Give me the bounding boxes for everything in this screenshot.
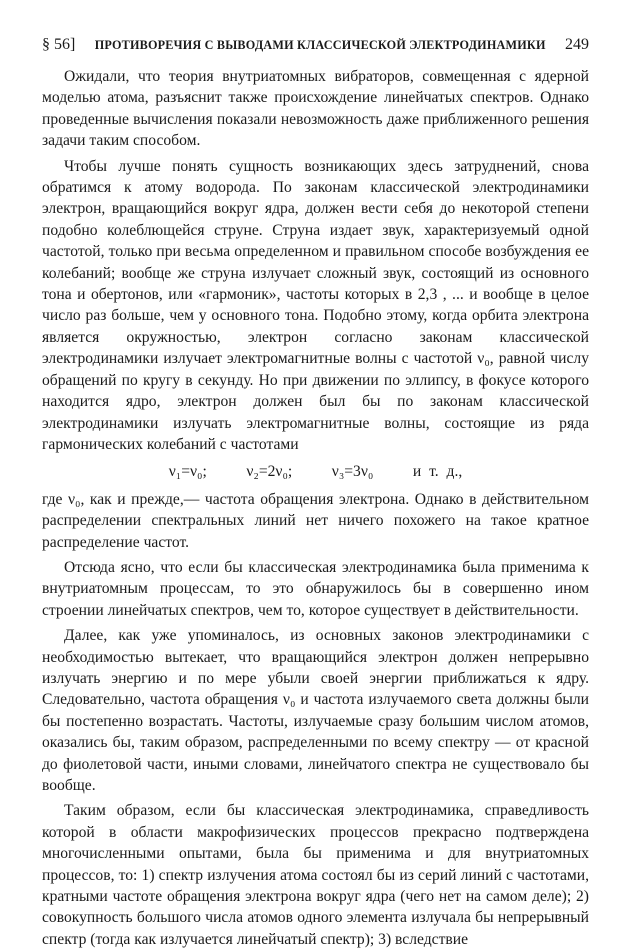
- book-page: [42, 36, 589, 950]
- paragraph: Далее, как уже упоминалось, из основных законов электродинамики с необходимостью вытекает, что вращающийся электрон должен непрерывно излучать энергию и по мере убыли своей энергии приближаться к ядру. Следовательно, частота обращения ν₀ и частота излучаемого света должны были бы постепенно возрастать. Частоты, излучаемые сразу большим числом атомов, оказались бы, таким образом, распределенными по всему спектру — от красной до фиолетовой части, иными словами, линейчатого спектра не существовало бы вообще.: [42, 627, 589, 794]
- paragraph: Отсюда ясно, что если бы классическая электродинамика была применима к внутриатомным процессам, то это обнаружилось бы в совершенно ином строении линейчатых спектров, чем то, которое существует в действительности.: [42, 558, 589, 619]
- running-title: ПРОТИВОРЕЧИЯ С ВЫВОДАМИ КЛАССИЧЕСКОЙ ЭЛЕКТРОДИНАМИКИ: [94, 38, 546, 52]
- harmonic-frequencies-formula: [42, 461, 589, 482]
- section-number: § 56]: [42, 36, 76, 53]
- body-text: [42, 66, 589, 950]
- running-head: [42, 36, 589, 54]
- paragraph: Таким образом, если бы классическая электродинамика, справедливость которой в области макрофизических процессов прекрасно подтверждена многочисленными опытами, была бы применима и для внутриатомных процессов, то: 1) спектр излучения атома состоял бы из серий линий с частотами, кратными частоте обращения электрона вокруг ядра (чего нет на самом деле); 2) совокупность большого числа атомов одного элемента излучала бы непрерывный спектр (тогда как излучается линейчатый спектр); 3) вследствие: [42, 802, 589, 948]
- formula-tail: и т. д.,: [412, 463, 463, 481]
- page-number: 249: [564, 36, 589, 53]
- paragraph: где ν₀, как и прежде,— частота обращения электрона. Однако в действительном распределении спектральных линий нет ничего похожего на такое кратное распределение частот.: [42, 490, 589, 551]
- formula-term: ν₁=ν₀;: [168, 463, 207, 481]
- paragraph: Ожидали, что теория внутриатомных вибраторов, совмещенная с ядерной моделью атома, разъяснит также происхождение линейчатых спектров. Однако проведенные вычисления показали невозможность даже приближенного решения задачи таким способом.: [42, 68, 589, 150]
- formula-term: ν₃=3ν₀: [331, 463, 374, 481]
- paragraph: Чтобы лучше понять сущность возникающих здесь затруднений, снова обратимся к атому водорода. По законам классической электродинамики электрон, вращающийся вокруг ядра, должен вести себя до некоторой степени подобно колеблющейся струне. Струна издает звук, характеризуемый одной частотой, только при весьма определенном и правильном способе возбуждения ее колебаний; вообще же струна излучает сложный звук, состоящий из основного тона и обертонов, или «гармоник», частоты которых в 2,3 , ... и вообще в целое число раз больше, чем у основного тона. Подобно этому, когда орбита электрона является окружностью, электрон согласно законам классической электродинамики излучает электромагнитные волны с частотой ν₀, равной числу обращений по кругу в секунду. Но при движении по эллипсу, в фокусе которого находится ядро, электрон должен был бы по законам классической электродинамики излучать электромагнитные волны, состоящие из ряда гармонических колебаний с частотами: [42, 157, 589, 453]
- formula-term: ν₂=2ν₀;: [246, 463, 293, 481]
